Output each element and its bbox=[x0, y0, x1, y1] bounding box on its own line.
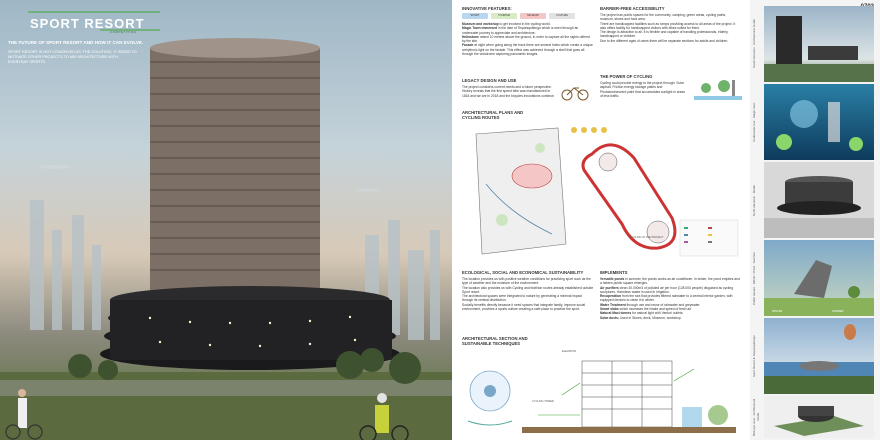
implements-line: Air purifiers clean 30.000m3 of polluted air per hour (128.000 people) disguised as cycling sculptures. Harmless waste is used in irrigation. bbox=[600, 285, 734, 294]
cycling-body: Cycling could provide energy to the project through: Solar asphalt, Friction energy storage plates and Photoluminescent paint that accumulates sunlight in areas of less traffic. bbox=[600, 81, 686, 98]
south-elevation-image bbox=[764, 6, 874, 82]
elevation-label: ELEVATION bbox=[562, 350, 577, 353]
barrier-line: There are handicapped facilities such as ramps providing access to all areas of the project. It also offers facility for handicapped visitors with bikes suited for them. bbox=[600, 21, 736, 30]
thumb-north-elevation[interactable] bbox=[764, 162, 874, 238]
content-panel bbox=[452, 0, 750, 440]
thumb-label: Bird-eye view · Architectural model bbox=[752, 398, 760, 436]
project-subtitle: COMPETITION bbox=[110, 30, 137, 34]
site-plan bbox=[476, 128, 566, 254]
thumb-label: South elevation · Architectural model bbox=[752, 19, 756, 69]
cycling-tower-label: CYCLING TOWER bbox=[532, 400, 554, 403]
implements-line: Smart slabs which increases the intake and speed of fresh air. bbox=[600, 307, 692, 312]
lake-image bbox=[764, 318, 874, 394]
site-plans bbox=[462, 124, 740, 260]
plan-icons bbox=[571, 127, 607, 133]
thumb-label: Sport Resort & Tequesquitengo bbox=[752, 335, 756, 377]
public-square-image bbox=[764, 240, 874, 316]
implements-line: Solar ducts: Used in Stores, deck, Museum, workshop. bbox=[600, 315, 682, 320]
bird-eye-image bbox=[764, 396, 874, 438]
pond-label-summer: SUMMER bbox=[832, 310, 844, 313]
innovative-heading: INNOVATIVE FEATURES: bbox=[462, 6, 512, 11]
thumb-underwater[interactable] bbox=[764, 84, 874, 160]
barrier-line: The design is attractive to all. It is flexible and capable of handling professionals, elderly, handicapped or children. bbox=[600, 30, 729, 39]
plans-heading: ARCHITECTURAL PLANS AND CYCLING ROUTES bbox=[462, 110, 524, 120]
thumb-bird-eye[interactable] bbox=[764, 396, 874, 438]
thumb-south-elevation[interactable] bbox=[764, 6, 874, 82]
eco-line: The location also provides us with Cycling and triathlon routes already established outside Sport resort. bbox=[462, 285, 594, 294]
energy-diagram bbox=[692, 76, 744, 104]
barrier-heading: BARRIER-FREE ACCESSIBILITY bbox=[600, 6, 665, 11]
barrier-line: Due to the different ages of users there will be separate sections for adults and children. bbox=[600, 38, 729, 43]
legend-museum: MUSEUM bbox=[520, 13, 546, 19]
legend-sport: SPORT bbox=[462, 13, 488, 19]
legend-culture: CULTURE bbox=[549, 13, 575, 19]
cycling-heading: THE POWER OF CYCLING bbox=[600, 74, 653, 79]
implements-line: Water Treatment through use and reuse of rainwater and greywater. bbox=[600, 302, 701, 307]
project-title: SPORT RESORT bbox=[30, 16, 145, 31]
innovative-line: Magic Town immersed in the lake of Tequesquitengo which is seen through an underwater journey to appreciate and architecture. bbox=[462, 26, 579, 35]
implements-heading: IMPLEMENTS bbox=[600, 270, 628, 275]
thumb-label: Underwater tour · Magic town bbox=[752, 102, 756, 142]
legacy-body: The project considers current needs and a future perspective. History reveals that the first speed bike was manufactured in 1818 and we are in 2018 and the bicycles innovations continue. bbox=[462, 85, 555, 98]
thumb-public-square[interactable] bbox=[764, 240, 874, 316]
innovative-line: Facade at night when going along the track there are several holes which create a unique arrhythmic light on the facade. This effect was achieved through a shell that goes all through the velodrome capturing panoramic images. bbox=[462, 43, 593, 57]
bicycle-drawing bbox=[560, 84, 590, 102]
tagline: THE FUTURE OF SPORT RESORT AND HOW IT CAN EVOLVE. bbox=[8, 40, 144, 45]
thumb-label: Public square · Winter / Pond · Summer bbox=[752, 251, 756, 305]
section-building bbox=[582, 361, 672, 427]
plans-legend-title: CYCLING IN THE PROJECT bbox=[630, 236, 664, 239]
eco-line: Socially benefits directly because it need spaces that integrate family, improve social environment, provides a sports culture creating a safe place to practice the sport. bbox=[462, 302, 586, 312]
underwater-image bbox=[764, 84, 874, 160]
thumbnail-column bbox=[750, 0, 880, 440]
velodrome-plan bbox=[583, 145, 675, 248]
legacy-heading: LEGACY DESIGN AND USE bbox=[462, 78, 517, 83]
eco-line: The location provides us with positive weather conditions for practicing sport such as the type of weather and the moisture of the environment. bbox=[462, 277, 591, 286]
thumb-label: North elevation · Model bbox=[752, 184, 756, 216]
legend-tourism: TOURISM bbox=[491, 13, 517, 19]
innovative-line: Heliostone raised 10 meters above the ground, in order to capture all the sights offered by the site. bbox=[462, 34, 590, 44]
plans-legend bbox=[680, 220, 738, 256]
barrier-line: The project has public spaces for the community, camping, green areas, cycling paths, museum, stores and food area. bbox=[600, 13, 727, 22]
intro-text: SPORT RESORT IS NOT CONCEIVED AS 'THE SOLUTION', IT SEEKS TO MOTIVATE OTHER PROJECTS TO MIX ARCHITECTURE WITH EVERYDAY SPORTS. bbox=[8, 50, 137, 64]
innovative-body bbox=[462, 22, 594, 56]
innovative-line: Museum and workshop to get involved in the cycling world. bbox=[462, 22, 551, 26]
implements-line: Natural Maxi domes for natural light with Venturi outlets. bbox=[600, 311, 684, 316]
pond-label-winter: WINTER bbox=[772, 310, 783, 313]
barrier-body bbox=[600, 13, 740, 43]
implements-line: Versatile ponds in summer, the ponds works as air conditioner. In winter, the pond empties and a hidden public square emerges. bbox=[600, 277, 740, 286]
implements-line: Recuperation from the sea that provides filtered rainwater to a central interior garden, with equipped devices to clean it in winter. bbox=[600, 294, 733, 303]
section-arrows bbox=[538, 369, 694, 415]
north-elevation-image bbox=[764, 162, 874, 238]
tower bbox=[150, 38, 320, 298]
implements-body bbox=[600, 277, 740, 320]
section-drawing bbox=[462, 355, 740, 437]
eco-heading: ECOLOGICAL, SOCIAL AND ECONOMICAL SUSTAINABILITY bbox=[462, 270, 584, 275]
section-heading: ARCHITECTURAL SECTION AND SUSTAINABLE TECHNIQUES bbox=[462, 336, 528, 346]
thumb-lake[interactable] bbox=[764, 318, 874, 394]
eco-line: The architectural spaces were integrated to nature by generating a minimal impact through its vertical distribution. bbox=[462, 294, 583, 303]
sun-diagram bbox=[468, 371, 512, 425]
eco-body bbox=[462, 277, 594, 311]
